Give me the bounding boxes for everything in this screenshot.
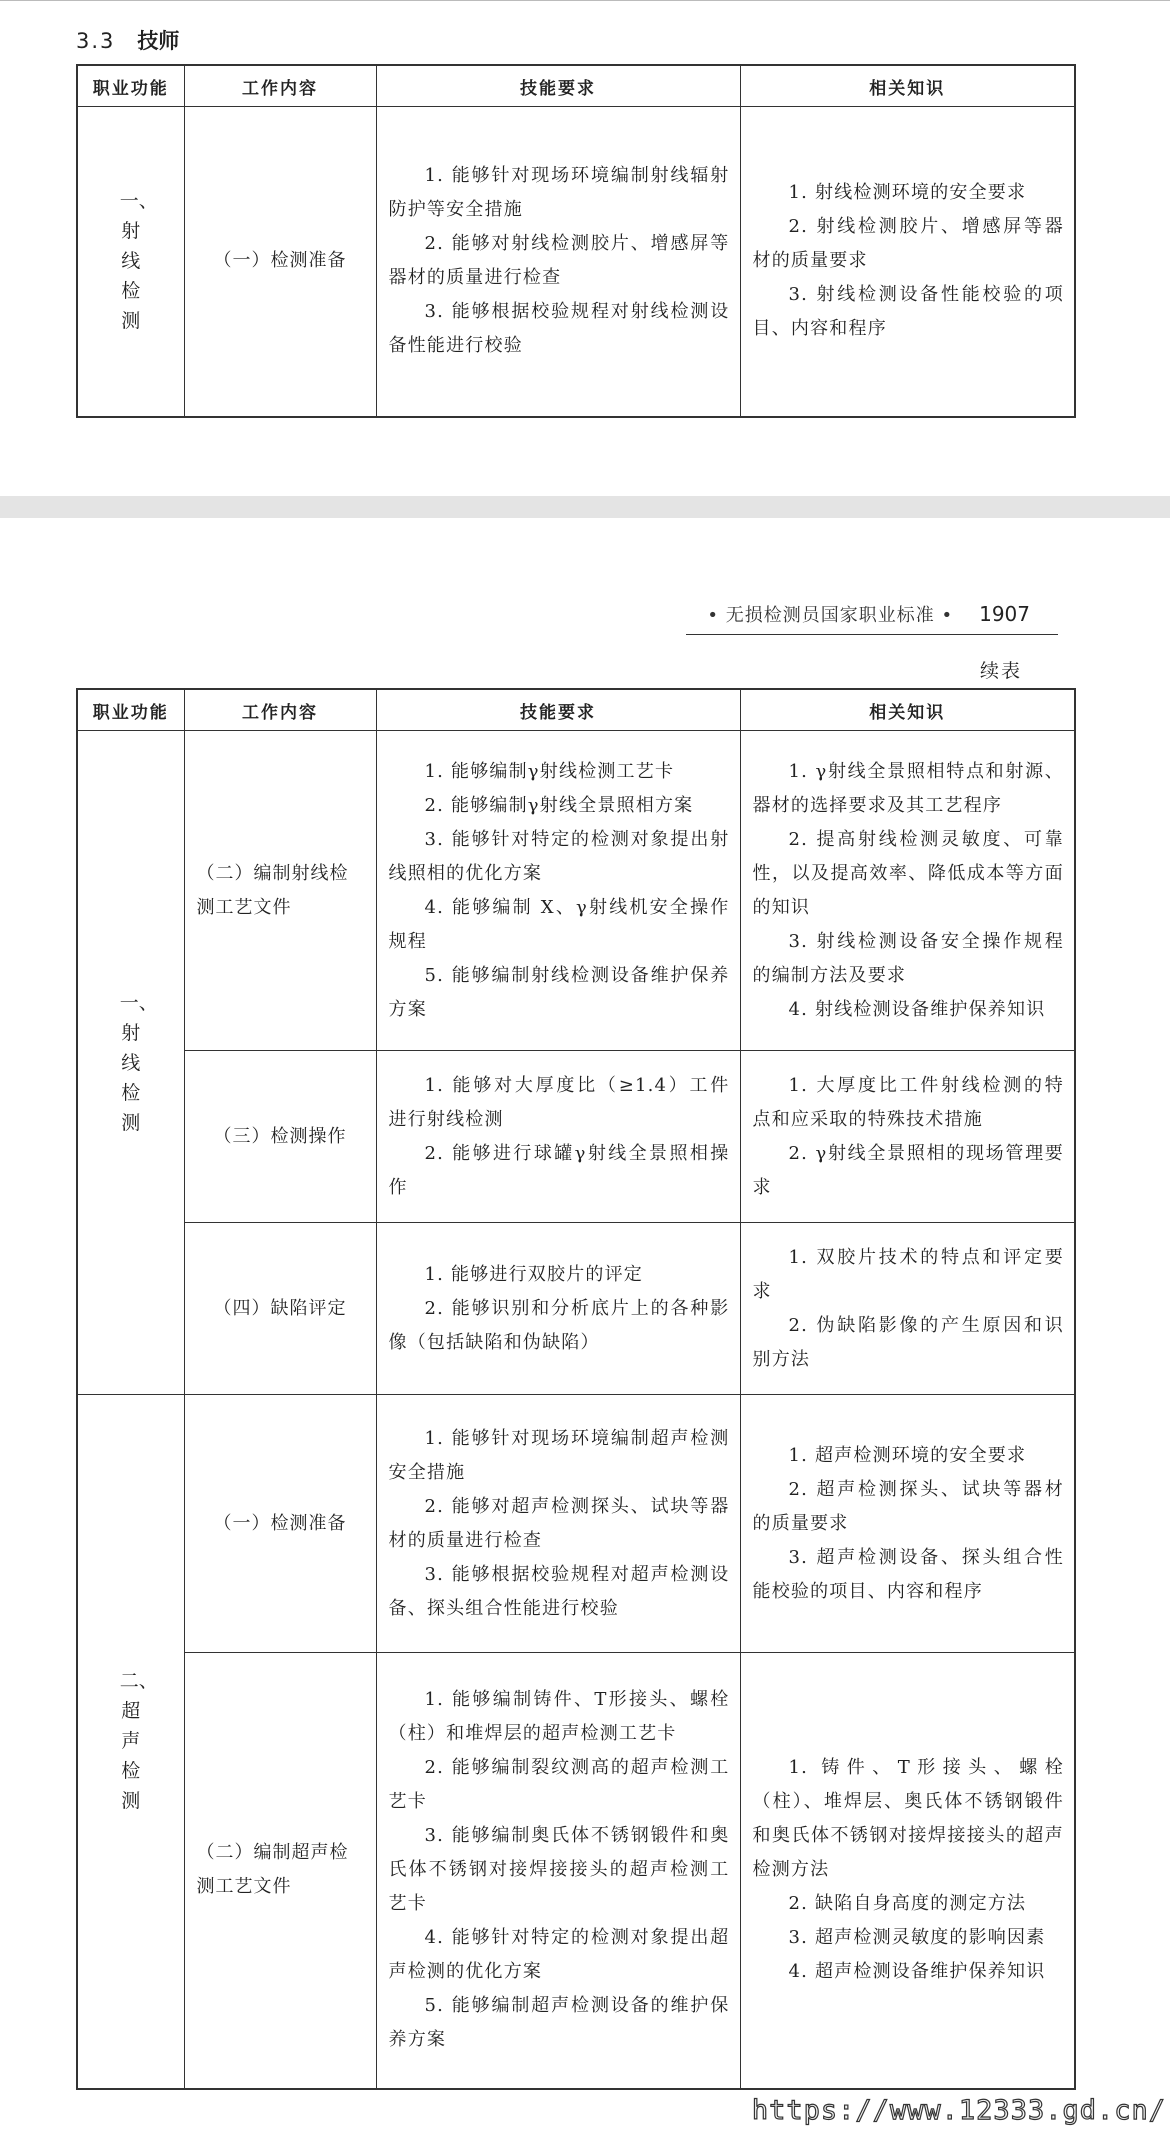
function-cell: 一、 射 线 检 测 xyxy=(77,731,184,1395)
section-title: 技师 xyxy=(137,29,180,53)
list-item: 1. 超声检测环境的安全要求 xyxy=(788,1444,1027,1466)
running-head xyxy=(686,594,1058,635)
header-skills: 技能要求 xyxy=(376,65,740,107)
list-item: 3. 超声检测灵敏度的影响因素 xyxy=(788,1927,1046,1949)
list-item: 1. 铸件、T形接头、螺栓（柱）、堆焊层、奥氏体不锈钢锻件和奥氏体不锈钢对接焊接接头的超声检测方法 xyxy=(752,1757,1064,1881)
list-item: 2. 能够进行球罐γ射线全景照相操作 xyxy=(388,1142,730,1198)
skills-cell xyxy=(376,1223,740,1395)
list-item: 1. 能够针对现场环境编制超声检测安全措施 xyxy=(388,1427,730,1483)
section-number: 3.3 xyxy=(76,29,116,53)
list-item: 2. 伪缺陷影像的产生原因和识别方法 xyxy=(752,1314,1064,1370)
list-item: 2. 能够识别和分析底片上的各种影像（包括缺陷和伪缺陷） xyxy=(388,1297,730,1353)
list-item: 1. 双胶片技术的特点和评定要求 xyxy=(752,1246,1064,1302)
skills-table-continued xyxy=(76,688,1076,2090)
knowledge-cell xyxy=(740,1223,1075,1395)
header-function: 职业功能 xyxy=(77,689,184,731)
table-row xyxy=(77,1051,1075,1223)
list-item: 2. 能够编制裂纹测高的超声检测工艺卡 xyxy=(388,1757,730,1813)
list-item: 5. 能够编制超声检测设备的维护保养方案 xyxy=(388,1995,730,2051)
knowledge-cell xyxy=(740,1653,1075,2089)
header-content: 工作内容 xyxy=(184,65,376,107)
header-content: 工作内容 xyxy=(184,689,376,731)
list-item: 1. 能够编制γ射线检测工艺卡 xyxy=(424,760,675,782)
list-item: 5. 能够编制射线检测设备维护保养方案 xyxy=(388,964,730,1020)
skills-cell xyxy=(376,1653,740,2089)
list-item: 1. 大厚度比工件射线检测的特点和应采取的特殊技术措施 xyxy=(752,1074,1064,1130)
section-heading xyxy=(76,25,179,55)
list-item: 2. 能够对射线检测胶片、增感屏等器材的质量进行检查 xyxy=(388,233,730,289)
list-item: 4. 能够针对特定的检测对象提出超声检测的优化方案 xyxy=(388,1927,730,1983)
table-row xyxy=(77,1395,1075,1653)
header-knowledge: 相关知识 xyxy=(740,65,1075,107)
list-item: 4. 能够编制 X、γ射线机安全操作规程 xyxy=(388,896,730,952)
list-item: 1. 能够进行双胶片的评定 xyxy=(424,1263,643,1285)
list-item: 2. 能够编制γ射线全景照相方案 xyxy=(424,794,694,816)
list-item: 1. 能够编制铸件、T形接头、螺栓（柱）和堆焊层的超声检测工艺卡 xyxy=(388,1689,730,1745)
list-item: 3. 能够根据校验规程对射线检测设备性能进行校验 xyxy=(388,301,730,357)
page-number: 1907 xyxy=(979,602,1030,626)
skills-cell xyxy=(376,1395,740,1653)
table-row xyxy=(77,107,1075,417)
function-cell: 一、 射 线 检 测 xyxy=(77,107,184,417)
table-header-row xyxy=(77,689,1075,731)
header-knowledge: 相关知识 xyxy=(740,689,1075,731)
page-top xyxy=(0,0,1170,497)
work-content-cell: （一）检测准备 xyxy=(184,1395,376,1653)
page-bottom xyxy=(0,518,1170,2130)
knowledge-cell xyxy=(740,731,1075,1051)
list-item: 1. 能够对大厚度比（≥1.4）工件进行射线检测 xyxy=(388,1074,730,1130)
list-item: 1. 能够针对现场环境编制射线辐射防护等安全措施 xyxy=(388,165,730,221)
header-skills: 技能要求 xyxy=(376,689,740,731)
work-content-cell: （四）缺陷评定 xyxy=(184,1223,376,1395)
skills-table-technician xyxy=(76,64,1076,418)
work-content-cell: （一）检测准备 xyxy=(184,107,376,417)
source-watermark: https://www.12333.gd.cn/ xyxy=(751,2095,1166,2126)
running-head-title: • 无损检测员国家职业标准 • xyxy=(707,605,954,626)
table-row xyxy=(77,1223,1075,1395)
list-item: 2. 超声检测探头、试块等器材的质量要求 xyxy=(752,1478,1064,1534)
knowledge-cell xyxy=(740,1395,1075,1653)
knowledge-cell xyxy=(740,107,1075,417)
list-item: 2. 能够对超声检测探头、试块等器材的质量进行检查 xyxy=(388,1495,730,1551)
work-content-cell: （二）编制超声检测工艺文件 xyxy=(184,1653,376,2089)
skills-cell xyxy=(376,731,740,1051)
list-item: 3. 能够根据校验规程对超声检测设备、探头组合性能进行校验 xyxy=(388,1563,730,1619)
list-item: 1. 射线检测环境的安全要求 xyxy=(788,182,1027,204)
skills-cell xyxy=(376,1051,740,1223)
list-item: 2. 射线检测胶片、增感屏等器材的质量要求 xyxy=(752,216,1064,272)
list-item: 3. 超声检测设备、探头组合性能校验的项目、内容和程序 xyxy=(752,1546,1064,1602)
list-item: 4. 超声检测设备维护保养知识 xyxy=(788,1961,1046,1983)
continued-label: 续表 xyxy=(979,660,1022,682)
list-item: 3. 射线检测设备性能校验的项目、内容和程序 xyxy=(752,284,1064,340)
table-row xyxy=(77,1653,1075,2089)
list-item: 1. γ射线全景照相特点和射源、器材的选择要求及其工艺程序 xyxy=(752,760,1064,816)
table-row xyxy=(77,731,1075,1051)
skills-cell xyxy=(376,107,740,417)
list-item: 3. 能够针对特定的检测对象提出射线照相的优化方案 xyxy=(388,828,730,884)
page-separator xyxy=(0,496,1170,518)
list-item: 2. 提高射线检测灵敏度、可靠性，以及提高效率、降低成本等方面的知识 xyxy=(752,828,1064,918)
list-item: 2. 缺陷自身高度的测定方法 xyxy=(788,1893,1027,1915)
work-content-cell: （二）编制射线检测工艺文件 xyxy=(184,731,376,1051)
list-item: 4. 射线检测设备维护保养知识 xyxy=(788,998,1046,1020)
function-cell: 二、 超 声 检 测 xyxy=(77,1395,184,2089)
list-item: 3. 射线检测设备安全操作规程的编制方法及要求 xyxy=(752,930,1064,986)
header-function: 职业功能 xyxy=(77,65,184,107)
knowledge-cell xyxy=(740,1051,1075,1223)
work-content-cell: （三）检测操作 xyxy=(184,1051,376,1223)
list-item: 2. γ射线全景照相的现场管理要求 xyxy=(752,1142,1064,1198)
table-header-row xyxy=(77,65,1075,107)
list-item: 3. 能够编制奥氏体不锈钢锻件和奥氏体不锈钢对接焊接接头的超声检测工艺卡 xyxy=(388,1825,730,1915)
